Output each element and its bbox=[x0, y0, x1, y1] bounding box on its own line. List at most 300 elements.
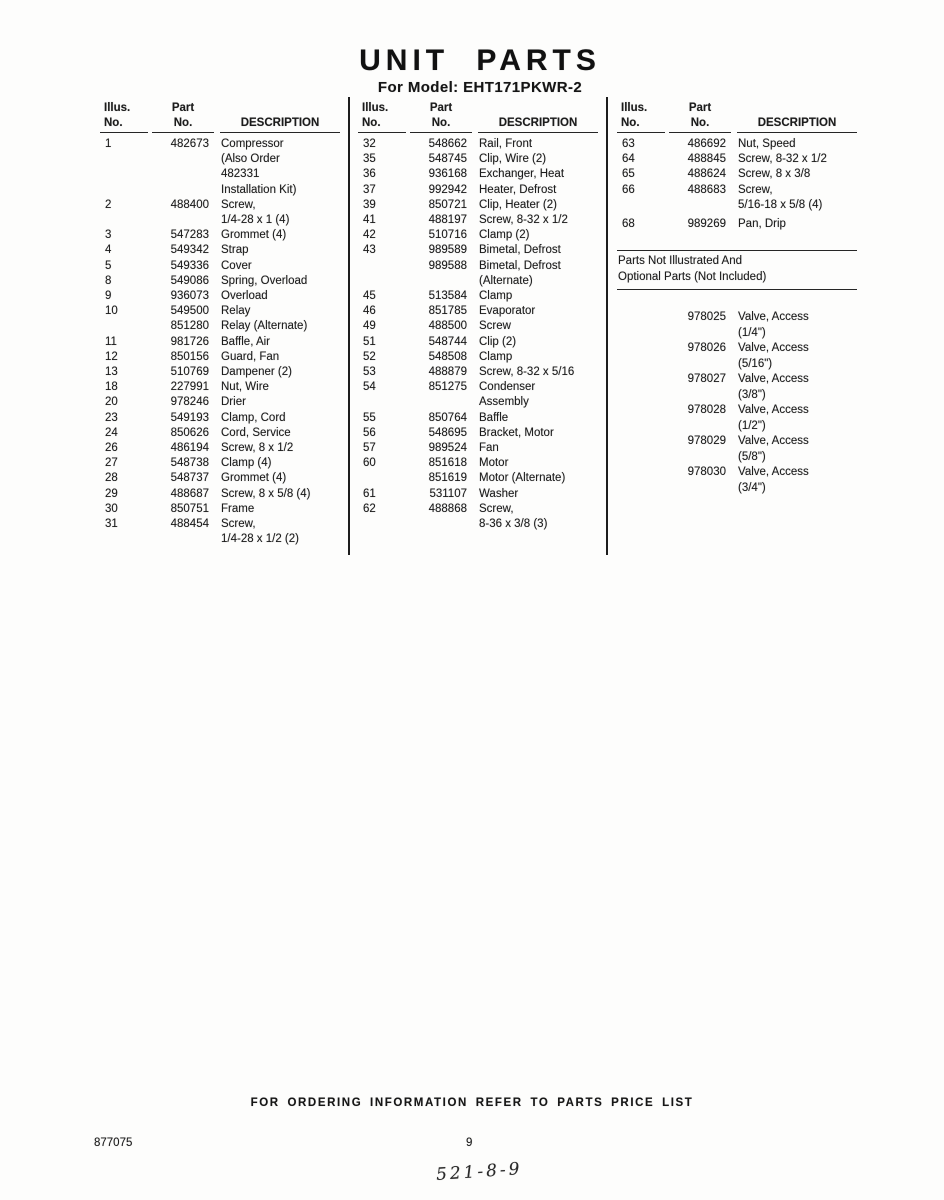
illus-no-cell: 37 bbox=[363, 183, 376, 196]
table-row bbox=[100, 274, 340, 289]
not-illustrated-heading: Parts Not Illustrated And Optional Parts (Not Included) bbox=[617, 250, 857, 290]
table-row bbox=[617, 183, 857, 198]
part-no-cell: 978025 bbox=[687, 311, 726, 324]
table-row bbox=[100, 243, 340, 258]
table-row bbox=[100, 471, 340, 486]
illus-no-cell: 12 bbox=[105, 350, 118, 363]
header-description: DESCRIPTION bbox=[220, 101, 340, 133]
description-cell: 8-36 x 3/8 (3) bbox=[479, 518, 548, 531]
part-no-cell: 936073 bbox=[170, 290, 209, 303]
illus-no-cell: 24 bbox=[105, 426, 118, 439]
illus-no-cell: 35 bbox=[363, 153, 376, 166]
table-row bbox=[358, 517, 598, 532]
part-no-cell: 989589 bbox=[428, 244, 467, 257]
table-row bbox=[100, 350, 340, 365]
table-row bbox=[358, 259, 598, 274]
part-no-cell: 850764 bbox=[428, 411, 467, 424]
description-cell: (3/4") bbox=[738, 481, 766, 494]
illus-no-cell: 61 bbox=[363, 487, 376, 500]
table-row bbox=[100, 532, 340, 547]
illus-no-cell bbox=[617, 310, 668, 326]
part-no-cell: 488624 bbox=[687, 168, 726, 181]
part-no-cell: 486194 bbox=[170, 442, 209, 455]
table-header bbox=[617, 101, 857, 133]
part-no-cell bbox=[151, 183, 209, 198]
table-row bbox=[617, 167, 857, 182]
table-row bbox=[358, 152, 598, 167]
illus-no-cell bbox=[617, 357, 668, 373]
part-no-cell: 488687 bbox=[170, 487, 209, 500]
description-cell: Screw, 8 x 3/8 bbox=[738, 168, 811, 181]
part-no-cell: 936168 bbox=[428, 168, 467, 181]
illus-no-cell bbox=[100, 183, 151, 198]
part-no-cell: 488879 bbox=[428, 366, 467, 379]
part-no-cell: 989524 bbox=[428, 442, 467, 455]
description-cell: Overload bbox=[221, 290, 268, 303]
illus-no-cell: 65 bbox=[622, 168, 635, 181]
description-cell: Grommet (4) bbox=[221, 472, 287, 485]
not-illustrated-section bbox=[617, 250, 857, 496]
part-no-cell: 978027 bbox=[687, 373, 726, 386]
illus-no-cell bbox=[100, 319, 151, 334]
description-cell: Cover bbox=[221, 259, 252, 272]
illus-no-cell bbox=[100, 213, 151, 228]
description-cell: Frame bbox=[221, 502, 255, 515]
part-no-cell: 549500 bbox=[170, 305, 209, 318]
illus-no-cell bbox=[617, 372, 668, 388]
illus-no-cell bbox=[617, 326, 668, 342]
description-cell: Relay bbox=[221, 305, 251, 318]
table-row bbox=[358, 213, 598, 228]
table-row bbox=[358, 319, 598, 334]
description-cell: Bimetal, Defrost bbox=[479, 244, 561, 257]
table-row bbox=[100, 365, 340, 380]
part-no-cell: 488683 bbox=[687, 183, 726, 196]
table-row bbox=[100, 319, 340, 334]
description-cell: Clip, Heater (2) bbox=[479, 198, 557, 211]
illus-no-cell: 55 bbox=[363, 411, 376, 424]
table-row bbox=[100, 411, 340, 426]
description-cell: (Alternate) bbox=[479, 274, 533, 287]
part-no-cell: 851280 bbox=[170, 320, 209, 333]
part-no-cell: 992942 bbox=[428, 183, 467, 196]
illus-no-cell bbox=[617, 434, 668, 450]
illus-no-cell bbox=[617, 388, 668, 404]
description-cell: Valve, Access bbox=[738, 435, 809, 448]
title-block bbox=[8, 44, 944, 96]
description-cell: Compressor bbox=[221, 138, 284, 150]
table-row bbox=[100, 183, 340, 198]
description-cell: Valve, Access bbox=[738, 404, 809, 417]
description-cell: Dampener (2) bbox=[221, 366, 292, 379]
part-no-cell: 548737 bbox=[170, 472, 209, 485]
table-row bbox=[358, 304, 598, 319]
description-cell: Relay (Alternate) bbox=[221, 320, 308, 333]
part-no-cell: 547283 bbox=[170, 229, 209, 242]
table-row bbox=[617, 388, 857, 404]
table-row bbox=[100, 502, 340, 517]
illus-no-cell bbox=[100, 167, 151, 182]
table-row bbox=[100, 517, 340, 532]
illus-no-cell: 57 bbox=[363, 442, 376, 455]
illus-no-cell: 8 bbox=[105, 274, 112, 287]
description-cell: 5/16-18 x 5/8 (4) bbox=[738, 198, 823, 211]
illus-no-cell: 18 bbox=[105, 381, 118, 394]
header-part-no: Part No. bbox=[152, 101, 214, 133]
table-row bbox=[617, 434, 857, 450]
table-row bbox=[617, 372, 857, 388]
table-row bbox=[358, 502, 598, 517]
table-row bbox=[617, 419, 857, 435]
description-cell: Screw, bbox=[479, 502, 514, 515]
table-row bbox=[358, 350, 598, 365]
part-no-cell: 978029 bbox=[687, 435, 726, 448]
part-no-cell: 548738 bbox=[170, 457, 209, 470]
table-row bbox=[100, 380, 340, 395]
description-cell: Clip, Wire (2) bbox=[479, 153, 547, 166]
page-number: 9 bbox=[466, 1137, 473, 1149]
illus-no-cell: 27 bbox=[105, 457, 118, 470]
handwritten-note: 521-8-9 bbox=[435, 1159, 524, 1185]
header-part-no: Part No. bbox=[410, 101, 472, 133]
part-no-cell bbox=[151, 213, 209, 228]
table-row bbox=[100, 198, 340, 213]
part-no-cell: 510716 bbox=[428, 229, 467, 242]
description-cell: Drier bbox=[221, 396, 246, 409]
illus-no-cell bbox=[358, 471, 409, 486]
description-cell: Clamp bbox=[479, 290, 513, 303]
description-cell: Baffle, Air bbox=[221, 335, 271, 348]
description-cell: Nut, Wire bbox=[221, 381, 269, 394]
illus-no-cell: 5 bbox=[105, 259, 112, 272]
illus-no-cell: 2 bbox=[105, 198, 112, 211]
description-cell: Washer bbox=[479, 487, 519, 500]
description-cell: 1/4-28 x 1/2 (2) bbox=[221, 533, 299, 546]
description-cell: Pan, Drip bbox=[738, 218, 786, 231]
illus-no-cell: 13 bbox=[105, 366, 118, 379]
description-cell: Evaporator bbox=[479, 305, 536, 318]
description-cell: Screw, bbox=[738, 183, 773, 196]
table-row bbox=[617, 403, 857, 419]
illus-no-cell bbox=[100, 532, 151, 547]
illus-no-cell: 1 bbox=[105, 138, 112, 150]
description-cell: Screw bbox=[479, 320, 511, 333]
part-no-cell: 548695 bbox=[428, 426, 467, 439]
description-cell: (Also Order bbox=[221, 153, 280, 166]
table-header bbox=[100, 101, 340, 133]
part-no-cell: 549336 bbox=[170, 259, 209, 272]
part-no-cell: 549193 bbox=[170, 411, 209, 424]
table-row bbox=[617, 152, 857, 167]
part-no-cell: 548744 bbox=[428, 335, 467, 348]
table-row bbox=[100, 456, 340, 471]
description-cell: (5/8") bbox=[738, 450, 766, 463]
illus-no-cell: 53 bbox=[363, 366, 376, 379]
ordering-note: FOR ORDERING INFORMATION REFER TO PARTS PRICE LIST bbox=[250, 1097, 694, 1109]
illus-no-cell: 29 bbox=[105, 487, 118, 500]
illus-no-cell: 28 bbox=[105, 472, 118, 485]
part-no-cell: 850626 bbox=[170, 426, 209, 439]
table-row bbox=[358, 380, 598, 395]
illus-no-cell bbox=[617, 419, 668, 435]
table-rows bbox=[100, 137, 340, 547]
table-row bbox=[617, 481, 857, 497]
table-row bbox=[358, 228, 598, 243]
table-row bbox=[358, 183, 598, 198]
table-row bbox=[358, 335, 598, 350]
description-cell: Clamp, Cord bbox=[221, 411, 286, 424]
illus-no-cell: 23 bbox=[105, 411, 118, 424]
part-no-cell: 851618 bbox=[428, 457, 467, 470]
description-cell: Clip (2) bbox=[479, 335, 517, 348]
illus-no-cell bbox=[617, 465, 668, 481]
table-row bbox=[617, 357, 857, 373]
parts-table-column-1 bbox=[100, 101, 340, 547]
illus-no-cell: 32 bbox=[363, 138, 376, 150]
description-cell: Screw, bbox=[221, 518, 256, 531]
illus-no-cell: 20 bbox=[105, 396, 118, 409]
illus-no-cell: 10 bbox=[105, 305, 118, 318]
table-row bbox=[358, 395, 598, 410]
table-row bbox=[100, 395, 340, 410]
description-cell: Strap bbox=[221, 244, 249, 257]
illus-no-cell: 60 bbox=[363, 457, 376, 470]
part-no-cell bbox=[151, 152, 209, 167]
part-no-cell bbox=[668, 481, 726, 497]
illus-no-cell: 4 bbox=[105, 244, 112, 257]
description-cell: Nut, Speed bbox=[738, 138, 796, 150]
part-no-cell bbox=[668, 326, 726, 342]
illus-no-cell: 52 bbox=[363, 350, 376, 363]
description-cell: (1/2") bbox=[738, 419, 766, 432]
table-row bbox=[358, 365, 598, 380]
table-row bbox=[358, 243, 598, 258]
illus-no-cell: 46 bbox=[363, 305, 376, 318]
part-no-cell: 989269 bbox=[687, 218, 726, 231]
table-row bbox=[358, 441, 598, 456]
table-row bbox=[617, 310, 857, 326]
header-part-no: Part No. bbox=[669, 101, 731, 133]
illus-no-cell: 36 bbox=[363, 168, 376, 181]
description-cell: (1/4") bbox=[738, 326, 766, 339]
description-cell: Exchanger, Heat bbox=[479, 168, 565, 181]
table-row bbox=[358, 289, 598, 304]
illus-no-cell: 64 bbox=[622, 153, 635, 166]
illus-no-cell: 51 bbox=[363, 335, 376, 348]
document-number: 877075 bbox=[94, 1137, 133, 1149]
description-cell: Valve, Access bbox=[738, 373, 809, 386]
illus-no-cell bbox=[617, 481, 668, 497]
illus-no-cell bbox=[358, 395, 409, 410]
part-no-cell: 510769 bbox=[170, 366, 209, 379]
description-cell: Cord, Service bbox=[221, 426, 291, 439]
description-cell: Screw, 8-32 x 5/16 bbox=[479, 366, 575, 379]
part-no-cell bbox=[668, 357, 726, 373]
part-no-cell: 488400 bbox=[170, 198, 209, 211]
part-no-cell: 978246 bbox=[170, 396, 209, 409]
illus-no-cell bbox=[358, 517, 409, 532]
header-description: DESCRIPTION bbox=[478, 101, 598, 133]
table-row bbox=[617, 217, 857, 232]
description-cell: (3/8") bbox=[738, 388, 766, 401]
part-no-cell: 978028 bbox=[687, 404, 726, 417]
illus-no-cell: 39 bbox=[363, 198, 376, 211]
illus-no-cell bbox=[617, 198, 668, 213]
description-cell: Bimetal, Defrost bbox=[479, 259, 561, 272]
part-no-cell: 513584 bbox=[428, 290, 467, 303]
description-cell: Condenser bbox=[479, 381, 536, 394]
description-cell: Screw, bbox=[221, 198, 256, 211]
not-illustrated-rows bbox=[617, 310, 857, 496]
part-no-cell: 850721 bbox=[428, 198, 467, 211]
illus-no-cell: 63 bbox=[622, 138, 635, 150]
part-no-cell: 488454 bbox=[170, 518, 209, 531]
table-row bbox=[100, 487, 340, 502]
illus-no-cell: 26 bbox=[105, 442, 118, 455]
description-cell: Rail, Front bbox=[479, 138, 533, 150]
header-illus-no: Illus. No. bbox=[617, 101, 665, 133]
part-no-cell bbox=[668, 450, 726, 466]
illus-no-cell bbox=[617, 403, 668, 419]
illus-no-cell: 45 bbox=[363, 290, 376, 303]
part-no-cell: 981726 bbox=[170, 335, 209, 348]
table-row bbox=[100, 152, 340, 167]
description-cell: Fan bbox=[479, 442, 499, 455]
part-no-cell bbox=[668, 419, 726, 435]
header-illus-no: Illus. No. bbox=[100, 101, 148, 133]
table-row bbox=[358, 411, 598, 426]
illus-no-cell: 49 bbox=[363, 320, 376, 333]
part-no-cell: 482673 bbox=[170, 138, 209, 150]
table-rows bbox=[617, 137, 857, 232]
table-row bbox=[100, 213, 340, 228]
description-cell: Valve, Access bbox=[738, 466, 809, 479]
part-no-cell: 978026 bbox=[687, 342, 726, 355]
illus-no-cell: 9 bbox=[105, 290, 112, 303]
table-row bbox=[100, 441, 340, 456]
column-divider bbox=[606, 97, 608, 555]
table-row bbox=[358, 137, 598, 152]
illus-no-cell: 11 bbox=[105, 335, 117, 348]
table-row bbox=[617, 326, 857, 342]
part-no-cell: 851275 bbox=[428, 381, 467, 394]
illus-no-cell: 3 bbox=[105, 229, 112, 242]
part-no-cell bbox=[668, 198, 726, 213]
illus-no-cell bbox=[617, 450, 668, 466]
part-no-cell: 850751 bbox=[170, 502, 209, 515]
table-row bbox=[100, 167, 340, 182]
description-cell: Motor (Alternate) bbox=[479, 472, 566, 485]
table-row bbox=[100, 304, 340, 319]
description-cell: Motor bbox=[479, 457, 509, 470]
illus-no-cell: 54 bbox=[363, 381, 376, 394]
part-no-cell: 486692 bbox=[687, 138, 726, 150]
table-row bbox=[617, 198, 857, 213]
part-no-cell: 978030 bbox=[687, 466, 726, 479]
table-row bbox=[617, 465, 857, 481]
table-header bbox=[358, 101, 598, 133]
part-no-cell: 548662 bbox=[428, 138, 467, 150]
illus-no-cell: 31 bbox=[105, 518, 118, 531]
description-cell: Heater, Defrost bbox=[479, 183, 557, 196]
description-cell: Bracket, Motor bbox=[479, 426, 554, 439]
illus-no-cell bbox=[358, 259, 409, 274]
table-row bbox=[358, 274, 598, 289]
description-cell: Screw, 8 x 5/8 (4) bbox=[221, 487, 311, 500]
illus-no-cell: 66 bbox=[622, 183, 635, 196]
part-no-cell: 227991 bbox=[170, 381, 209, 394]
description-cell: Screw, 8 x 1/2 bbox=[221, 442, 294, 455]
table-row bbox=[617, 341, 857, 357]
table-row bbox=[100, 426, 340, 441]
description-cell: Screw, 8-32 x 1/2 bbox=[479, 214, 568, 227]
illus-no-cell: 30 bbox=[105, 502, 118, 515]
illus-no-cell: 43 bbox=[363, 244, 376, 257]
illus-no-cell bbox=[617, 341, 668, 357]
part-no-cell bbox=[151, 532, 209, 547]
header-illus-no: Illus. No. bbox=[358, 101, 406, 133]
description-cell: Clamp bbox=[479, 350, 513, 363]
part-no-cell: 488868 bbox=[428, 502, 467, 515]
part-no-cell: 548745 bbox=[428, 153, 467, 166]
description-cell: Grommet (4) bbox=[221, 229, 287, 242]
description-cell: Valve, Access bbox=[738, 311, 809, 324]
table-row bbox=[100, 228, 340, 243]
column-divider bbox=[348, 97, 350, 555]
table-row bbox=[617, 137, 857, 152]
part-no-cell: 488197 bbox=[428, 214, 467, 227]
table-row bbox=[358, 471, 598, 486]
description-cell: Baffle bbox=[479, 411, 509, 424]
description-cell: 482331 bbox=[221, 168, 260, 181]
description-cell: Assembly bbox=[479, 396, 529, 409]
table-row bbox=[100, 137, 340, 152]
description-cell: 1/4-28 x 1 (4) bbox=[221, 214, 290, 227]
table-row bbox=[617, 450, 857, 466]
part-no-cell: 989588 bbox=[428, 259, 467, 272]
illus-no-cell: 62 bbox=[363, 502, 376, 515]
part-no-cell bbox=[151, 167, 209, 182]
part-no-cell: 548508 bbox=[428, 350, 467, 363]
part-no-cell: 488845 bbox=[687, 153, 726, 166]
parts-table-column-3 bbox=[617, 101, 857, 496]
table-rows bbox=[358, 137, 598, 532]
illus-no-cell bbox=[100, 152, 151, 167]
description-cell: (5/16") bbox=[738, 357, 773, 370]
part-no-cell: 850156 bbox=[170, 350, 209, 363]
table-row bbox=[358, 167, 598, 182]
part-no-cell bbox=[668, 388, 726, 404]
table-row bbox=[358, 198, 598, 213]
part-no-cell: 531107 bbox=[429, 487, 467, 500]
parts-table-column-2 bbox=[358, 101, 598, 532]
illus-no-cell: 41 bbox=[363, 214, 376, 227]
description-cell: Valve, Access bbox=[738, 342, 809, 355]
part-no-cell: 851619 bbox=[428, 472, 467, 485]
part-no-cell: 549342 bbox=[170, 244, 209, 257]
part-no-cell: 488500 bbox=[428, 320, 467, 333]
part-no-cell bbox=[409, 517, 467, 532]
part-no-cell bbox=[409, 274, 467, 289]
illus-no-cell: 68 bbox=[622, 218, 635, 231]
page-title: UNIT PARTS bbox=[359, 44, 601, 77]
description-cell: Spring, Overload bbox=[221, 274, 308, 287]
table-row bbox=[100, 335, 340, 350]
illus-no-cell: 56 bbox=[363, 426, 376, 439]
table-row bbox=[358, 426, 598, 441]
table-row bbox=[358, 456, 598, 471]
part-no-cell: 851785 bbox=[428, 305, 467, 318]
